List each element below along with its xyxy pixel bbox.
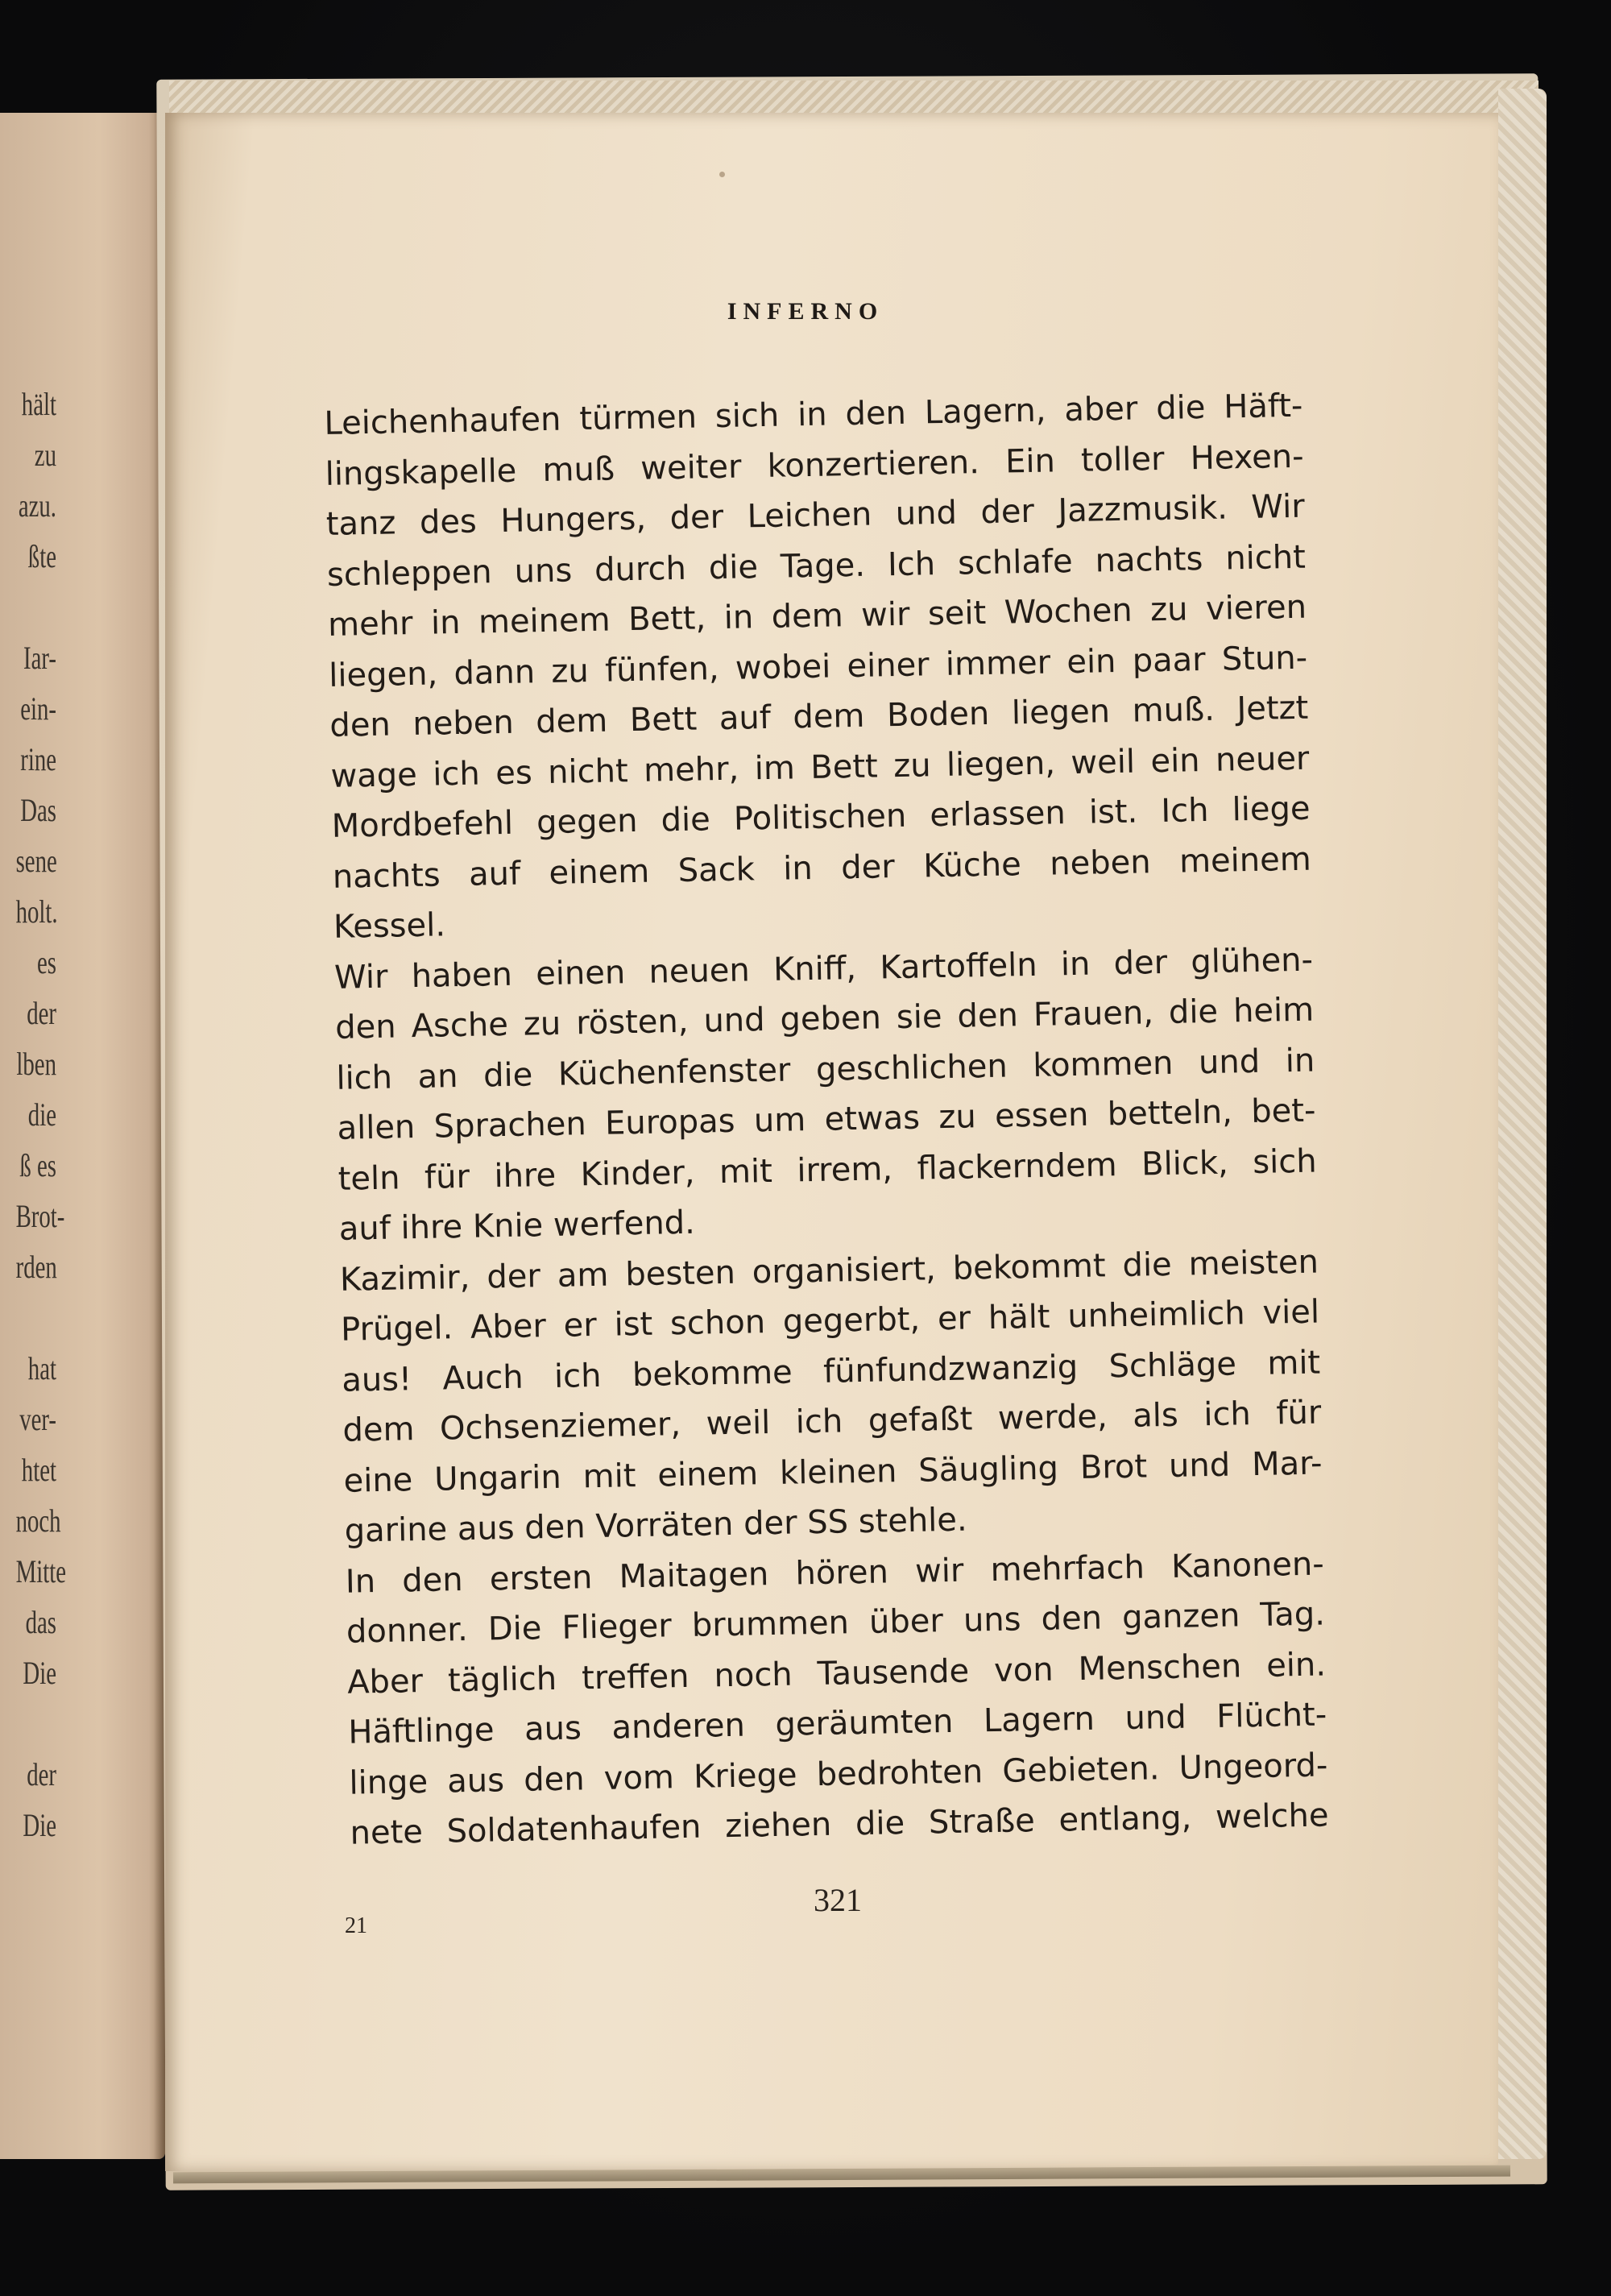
text-line: allen Sprachen Europas um etwas zu essen betteln, bet-: [337, 1092, 1316, 1147]
left-page-fragment: Brot-: [15, 1198, 65, 1234]
left-page-fragment: ver-: [19, 1401, 56, 1437]
left-page-fragment: rden: [15, 1249, 57, 1285]
text-line: den neben dem Bett auf dem Boden liegen muß. Jetzt: [329, 689, 1309, 744]
left-page-fragment: htet: [21, 1452, 56, 1488]
text-line: Kazimir, der am besten organisiert, bekommt die meisten: [339, 1243, 1319, 1299]
left-page-fragment: hat: [27, 1350, 56, 1386]
text-line: nachts auf einem Sack in der Küche neben meinem: [332, 840, 1312, 896]
left-page-fragment: [16, 1292, 56, 1343]
left-page-fragment: Die: [23, 1655, 56, 1691]
text-line: eine Ungarin mit einem kleinen Säugling Brot und Mar-: [343, 1444, 1323, 1500]
text-line: Häftlinge aus anderen geräumten Lagern und Flücht-: [347, 1696, 1327, 1751]
left-page-fragment: das: [25, 1604, 56, 1640]
left-page-fragment: Das: [20, 792, 56, 828]
text-line: schleppen uns durch die Tage. Ich schlafe nachts nicht: [326, 538, 1307, 594]
left-page-fragment: [16, 1698, 56, 1749]
text-line: aus! Auch ich bekomme fünfundzwanzig Schläge mit: [341, 1344, 1321, 1399]
left-page-fragment: ein-: [20, 690, 56, 727]
cover-right-edge: [1498, 89, 1547, 2159]
text-line: Prügel. Aber er ist schon gegerbt, er hält unheimlich viel: [340, 1293, 1320, 1349]
text-line: tanz des Hungers, der Leichen und der Jazzmusik. Wir: [325, 487, 1306, 543]
left-page-fragment: der: [27, 995, 56, 1031]
text-line: Leichenhaufen türmen sich in den Lagern, aber die Häft-: [324, 387, 1303, 442]
page-number: 321: [814, 1882, 862, 1918]
left-page-fragment: Iar-: [23, 640, 56, 676]
body-text: [324, 381, 1329, 1859]
left-page-fragment: ßte: [27, 538, 56, 574]
text-line: dem Ochsenziemer, weil ich gefaßt werde, als ich für: [342, 1394, 1322, 1449]
text-line: Kessel.: [333, 906, 446, 946]
text-line: Aber täglich treffen noch Tausende von Menschen ein.: [346, 1645, 1327, 1701]
left-page-fragment: azu.: [18, 487, 56, 524]
left-page-fragment: Die: [23, 1807, 56, 1843]
text-line: linge aus den vom Kriege bedrohten Gebieten. Ungeord-: [349, 1746, 1328, 1802]
left-page-fragment: sene: [15, 843, 57, 879]
text-line: In den ersten Maitagen hören wir mehrfach Kanonen-: [345, 1544, 1325, 1601]
left-page-fragment: hält: [21, 386, 56, 422]
text-line: liegen, dann zu fünfen, wobei einer immer ein paar Stun-: [328, 639, 1308, 694]
text-line: wage ich es nicht mehr, im Bett zu liegen, weil ein neuer: [330, 740, 1310, 795]
text-line: garine aus den Vorräten der SS stehle.: [344, 1501, 968, 1550]
signature-mark: 21: [345, 1913, 367, 1938]
left-page-fragment: zu: [34, 437, 56, 473]
text-line: mehr in meinem Bett, in dem wir seit Wochen zu vieren: [327, 588, 1307, 644]
left-page-fragment: lben: [16, 1046, 57, 1082]
left-page-fragment: es: [37, 944, 56, 980]
running-head: INFERNO: [727, 298, 884, 325]
text-line: Wir haben einen neuen Kniff, Kartoffeln in der glühen-: [333, 941, 1314, 997]
left-page-fragment: ß es: [19, 1147, 56, 1183]
left-page-fragment: die: [27, 1096, 56, 1133]
left-page-fragment: rine: [20, 741, 56, 777]
text-line: Mordbefehl gegen die Politischen erlassen ist. Ich liege: [331, 790, 1311, 845]
left-page-edge: [0, 113, 165, 2159]
text-line: lich an die Küchenfenster geschlichen kommen und in: [336, 1042, 1315, 1097]
paper-speck: [719, 172, 725, 177]
left-page-fragment: der: [27, 1756, 56, 1792]
left-page-fragment: noch: [15, 1502, 61, 1539]
left-page-fragment: holt.: [15, 893, 58, 930]
left-page-fragment: Mitte: [15, 1553, 67, 1589]
text-line: donner. Die Flieger brummen über uns den ganzen Tag.: [346, 1595, 1326, 1651]
text-line: nete Soldatenhaufen ziehen die Straße entlang, welche: [350, 1797, 1329, 1852]
text-line: den Asche zu rösten, und geben sie den Frauen, die heim: [334, 991, 1315, 1046]
text-line: lingskapelle muß weiter konzertieren. Ein toller Hexen-: [325, 437, 1304, 493]
text-line: auf ihre Knie werfend.: [338, 1204, 696, 1248]
left-page-fragment: [16, 582, 56, 632]
cover-top-edge: [169, 81, 1539, 113]
text-line: teln für ihre Kinder, mit irrem, flackerndem Blick, sich: [338, 1142, 1317, 1198]
left-page-text-fragments: [0, 379, 67, 1850]
